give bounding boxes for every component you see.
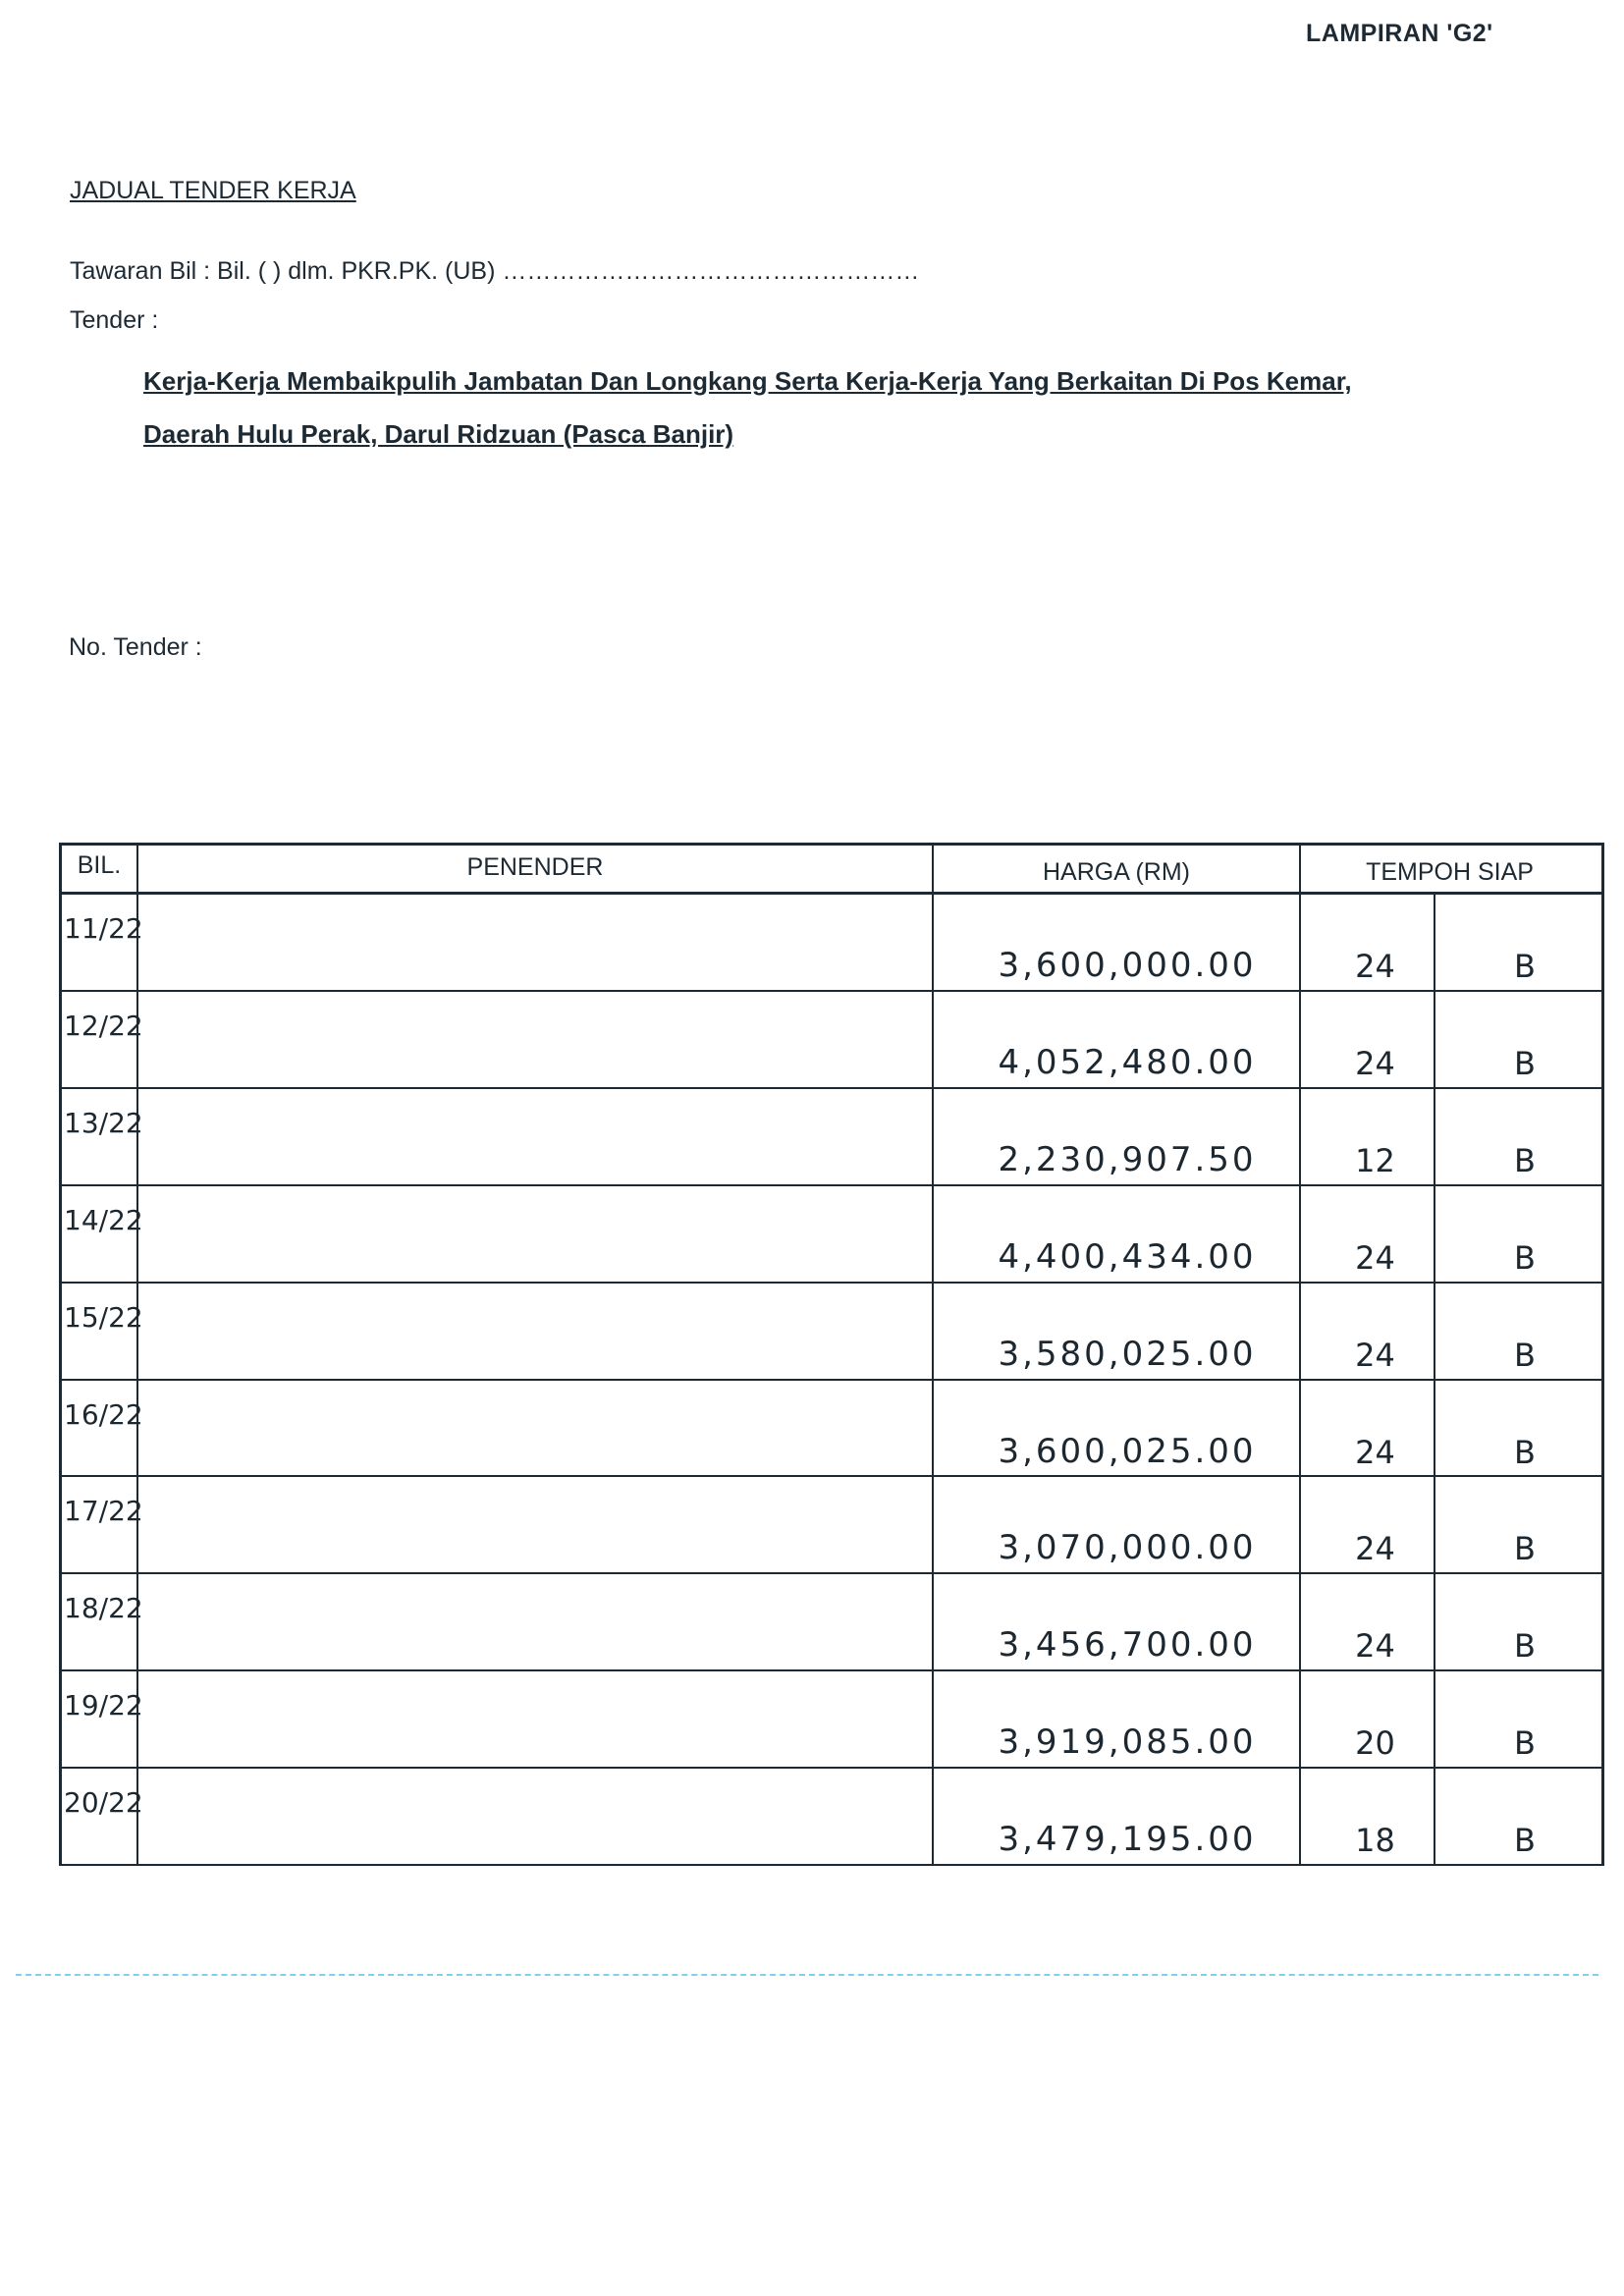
- tender-title-line-1: Kerja-Kerja Membaikpulih Jambatan Dan Longkang Serta Kerja-Kerja Yang Berkaitan Di Pos Kemar,: [143, 366, 1352, 396]
- header-tempoh-siap: TEMPOH SIAP: [1366, 858, 1534, 886]
- row-tempoh-unit: B: [1514, 1044, 1536, 1082]
- tawaran-bil-line: Tawaran Bil : Bil. ( ) dlm. PKR.PK. (UB) ……………………………………………: [70, 257, 920, 285]
- row-tempoh: 24: [1355, 1433, 1395, 1471]
- row-divider: [62, 1864, 1601, 1866]
- row-tempoh-unit: B: [1514, 1141, 1536, 1179]
- row-divider: [62, 1379, 1601, 1381]
- row-tempoh: 18: [1355, 1822, 1395, 1860]
- row-bil: 15/22: [64, 1300, 143, 1334]
- header-bil: BIL.: [77, 851, 122, 879]
- row-tempoh-unit: B: [1514, 1238, 1536, 1277]
- header-penender: PENENDER: [466, 853, 604, 881]
- table-top-border: [62, 843, 1601, 846]
- tender-label: Tender :: [70, 306, 159, 334]
- header-harga: HARGA (RM): [1043, 858, 1190, 886]
- row-divider: [62, 1767, 1601, 1769]
- row-divider: [62, 1282, 1601, 1284]
- row-tempoh: 24: [1355, 948, 1395, 985]
- row-tempoh: 24: [1355, 1627, 1395, 1666]
- col-divider-penender: [932, 843, 934, 1866]
- row-bil: 14/22: [64, 1203, 143, 1236]
- row-harga: 3,600,000.00: [998, 946, 1257, 985]
- row-tempoh-unit: B: [1514, 1530, 1536, 1568]
- row-tempoh-unit: B: [1514, 1336, 1536, 1374]
- row-tempoh: 12: [1355, 1141, 1395, 1179]
- row-harga: 3,479,195.00: [998, 1820, 1257, 1860]
- row-tempoh: 24: [1355, 1238, 1395, 1277]
- page-heading: JADUAL TENDER KERJA: [70, 177, 356, 204]
- col-divider-harga: [1299, 843, 1301, 1866]
- row-harga: 4,052,480.00: [998, 1042, 1257, 1082]
- row-bil: 12/22: [64, 1009, 143, 1042]
- row-harga: 3,580,025.00: [998, 1334, 1257, 1374]
- row-bil: 18/22: [64, 1592, 143, 1625]
- row-tempoh-unit: B: [1514, 1724, 1536, 1763]
- row-divider: [62, 990, 1601, 992]
- row-harga: 4,400,434.00: [998, 1236, 1257, 1277]
- col-divider-tempoh-unit: [1434, 895, 1435, 1866]
- row-harga: 3,919,085.00: [998, 1722, 1257, 1763]
- row-divider: [62, 1184, 1601, 1186]
- row-tempoh-unit: B: [1514, 1433, 1536, 1471]
- row-bil: 17/22: [64, 1495, 143, 1528]
- header-bottom-border: [62, 892, 1601, 895]
- row-harga: 3,456,700.00: [998, 1625, 1257, 1666]
- tender-table: [59, 843, 1604, 1866]
- row-bil: 19/22: [64, 1689, 143, 1722]
- tender-title-line-2: Daerah Hulu Perak, Darul Ridzuan (Pasca Banjir): [143, 419, 734, 449]
- lampiran-label: LAMPIRAN 'G2': [1306, 20, 1493, 47]
- row-tempoh-unit: B: [1514, 1627, 1536, 1666]
- row-tempoh-unit: B: [1514, 1822, 1536, 1860]
- row-tempoh: 20: [1355, 1724, 1395, 1763]
- row-bil: 20/22: [64, 1786, 143, 1820]
- row-divider: [62, 1669, 1601, 1671]
- row-tempoh: 24: [1355, 1336, 1395, 1374]
- row-harga: 3,600,025.00: [998, 1431, 1257, 1471]
- row-harga: 2,230,907.50: [998, 1139, 1257, 1179]
- no-tender-label: No. Tender :: [69, 633, 202, 661]
- dashed-separator: [16, 1974, 1598, 1976]
- row-harga: 3,070,000.00: [998, 1528, 1257, 1568]
- row-bil: 13/22: [64, 1106, 143, 1139]
- row-tempoh: 24: [1355, 1044, 1395, 1082]
- row-divider: [62, 1475, 1601, 1477]
- row-divider: [62, 1087, 1601, 1089]
- row-divider: [62, 1572, 1601, 1574]
- row-tempoh-unit: B: [1514, 948, 1536, 985]
- row-tempoh: 24: [1355, 1530, 1395, 1568]
- row-bil: 16/22: [64, 1397, 143, 1431]
- row-bil: 11/22: [64, 912, 143, 945]
